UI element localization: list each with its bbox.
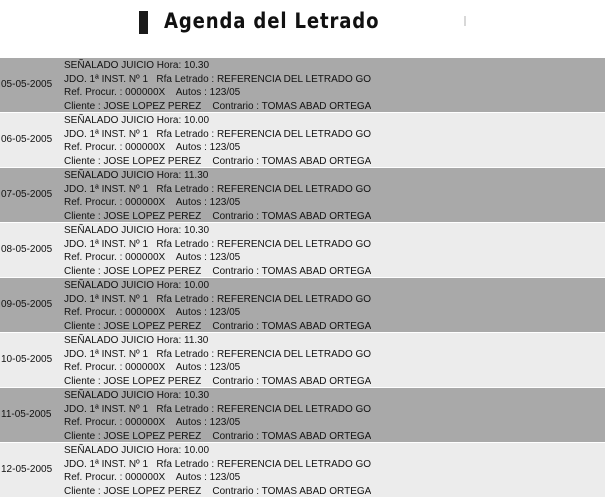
entry-court: JDO. 1ª INST. Nº 1 Rfa Letrado : REFERENCIA DEL LETRADO GO bbox=[64, 183, 372, 195]
entry-refs: Ref. Procur. : 000000X Autos : 123/05 bbox=[64, 87, 241, 98]
entry-date: 11-05-2005 bbox=[1, 409, 52, 420]
entry-parties: Cliente : JOSE LOPEZ PEREZ Contrario : TOMAS ABAD ORTEGA bbox=[64, 100, 372, 112]
entry-refs: Ref. Procur. : 000000X Autos : 123/05 bbox=[64, 417, 241, 428]
entry-date: 06-05-2005 bbox=[1, 134, 53, 145]
entry-refs: Ref. Procur. : 000000X Autos : 123/05 bbox=[64, 362, 241, 373]
entry-event: SEÑALADO JUICIO Hora: 10.00 bbox=[64, 115, 210, 126]
entry-court: JDO. 1ª INST. Nº 1 Rfa Letrado : REFERENCIA DEL LETRADO GO bbox=[64, 348, 372, 360]
entry-date: 07-05-2005 bbox=[1, 189, 53, 200]
agenda-row[interactable] bbox=[0, 58, 605, 113]
decorative-mark bbox=[464, 16, 466, 26]
title-bar-icon bbox=[139, 11, 148, 34]
agenda-row[interactable] bbox=[0, 113, 605, 168]
entry-date: 10-05-2005 bbox=[1, 354, 53, 365]
entry-details bbox=[64, 224, 371, 278]
entry-court: JDO. 1ª INST. Nº 1 Rfa Letrado : REFERENCIA DEL LETRADO GO bbox=[64, 73, 372, 85]
entry-details bbox=[64, 444, 371, 498]
entry-date: 12-05-2005 bbox=[1, 464, 53, 475]
entry-parties: Cliente : JOSE LOPEZ PEREZ Contrario : TOMAS ABAD ORTEGA bbox=[64, 155, 372, 167]
agenda-row[interactable] bbox=[0, 333, 605, 388]
entry-details bbox=[64, 169, 371, 223]
entry-parties: Cliente : JOSE LOPEZ PEREZ Contrario : TOMAS ABAD ORTEGA bbox=[64, 210, 372, 222]
entry-parties: Cliente : JOSE LOPEZ PEREZ Contrario : TOMAS ABAD ORTEGA bbox=[64, 265, 372, 277]
entry-date: 09-05-2005 bbox=[1, 299, 53, 310]
page-title: Agenda del Letrado bbox=[164, 9, 380, 33]
entry-event: SEÑALADO JUICIO Hora: 10.00 bbox=[64, 280, 210, 291]
entry-details bbox=[64, 389, 371, 443]
entry-court: JDO. 1ª INST. Nº 1 Rfa Letrado : REFERENCIA DEL LETRADO GO bbox=[64, 293, 372, 305]
agenda-list bbox=[0, 58, 605, 498]
entry-refs: Ref. Procur. : 000000X Autos : 123/05 bbox=[64, 252, 241, 263]
entry-parties: Cliente : JOSE LOPEZ PEREZ Contrario : TOMAS ABAD ORTEGA bbox=[64, 430, 372, 442]
entry-court: JDO. 1ª INST. Nº 1 Rfa Letrado : REFERENCIA DEL LETRADO GO bbox=[64, 458, 372, 470]
agenda-row[interactable] bbox=[0, 168, 605, 223]
entry-event: SEÑALADO JUICIO Hora: 10.30 bbox=[64, 225, 210, 236]
entry-event: SEÑALADO JUICIO Hora: 11.30 bbox=[64, 170, 209, 181]
entry-court: JDO. 1ª INST. Nº 1 Rfa Letrado : REFERENCIA DEL LETRADO GO bbox=[64, 403, 372, 415]
entry-date: 08-05-2005 bbox=[1, 244, 53, 255]
entry-event: SEÑALADO JUICIO Hora: 10.30 bbox=[64, 390, 210, 401]
entry-event: SEÑALADO JUICIO Hora: 10.30 bbox=[64, 60, 210, 71]
entry-details bbox=[64, 279, 371, 333]
entry-event: SEÑALADO JUICIO Hora: 11.30 bbox=[64, 335, 209, 346]
entry-court: JDO. 1ª INST. Nº 1 Rfa Letrado : REFERENCIA DEL LETRADO GO bbox=[64, 238, 372, 250]
entry-parties: Cliente : JOSE LOPEZ PEREZ Contrario : TOMAS ABAD ORTEGA bbox=[64, 485, 372, 497]
entry-parties: Cliente : JOSE LOPEZ PEREZ Contrario : TOMAS ABAD ORTEGA bbox=[64, 375, 372, 387]
entry-details bbox=[64, 114, 371, 168]
entry-details bbox=[64, 334, 371, 388]
entry-date: 05-05-2005 bbox=[1, 79, 53, 90]
agenda-row[interactable] bbox=[0, 223, 605, 278]
entry-parties: Cliente : JOSE LOPEZ PEREZ Contrario : TOMAS ABAD ORTEGA bbox=[64, 320, 372, 332]
page-header bbox=[0, 0, 608, 56]
agenda-row[interactable] bbox=[0, 278, 605, 333]
entry-court: JDO. 1ª INST. Nº 1 Rfa Letrado : REFERENCIA DEL LETRADO GO bbox=[64, 128, 372, 140]
agenda-row[interactable] bbox=[0, 443, 605, 498]
agenda-row[interactable] bbox=[0, 388, 605, 443]
entry-refs: Ref. Procur. : 000000X Autos : 123/05 bbox=[64, 307, 241, 318]
entry-refs: Ref. Procur. : 000000X Autos : 123/05 bbox=[64, 142, 241, 153]
entry-refs: Ref. Procur. : 000000X Autos : 123/05 bbox=[64, 197, 241, 208]
entry-details bbox=[64, 59, 371, 113]
entry-refs: Ref. Procur. : 000000X Autos : 123/05 bbox=[64, 472, 241, 483]
entry-event: SEÑALADO JUICIO Hora: 10.00 bbox=[64, 445, 210, 456]
